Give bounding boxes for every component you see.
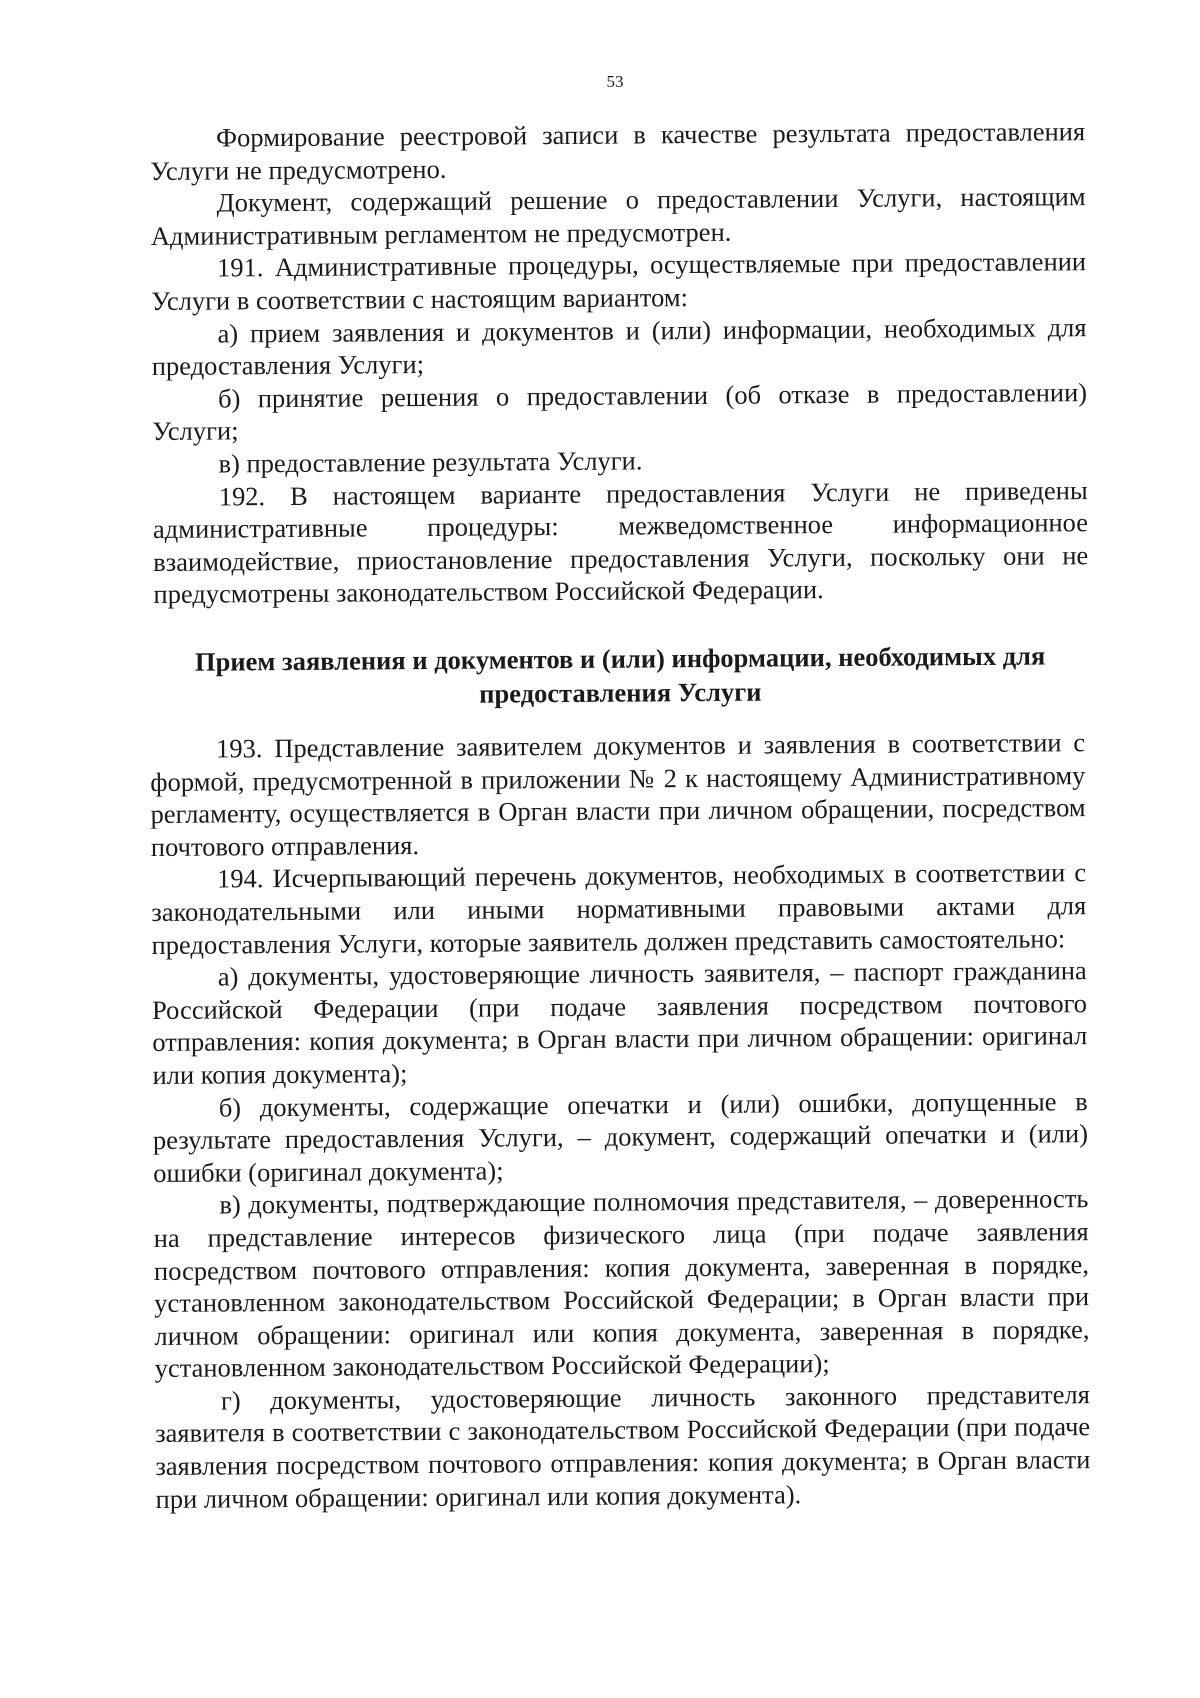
list-item-194-d: г) документы, удостоверяющие личность законного представителя заявителя в соответствии с законодательством Российской Федерации (при подаче заявления посредством почтового отправления: копия документа; в Орган власти при личном обращении: оригинал или копия документа). <box>155 1379 1091 1514</box>
paragraph-decision-document: Документ, содержащий решение о предоставлении Услуги, настоящим Административным регламентом не предусмотрен. <box>150 181 1086 251</box>
body-text-bottom <box>150 726 1091 1515</box>
paragraph-191: 191. Административные процедуры, осуществляемые при предоставлении Услуги в соответствии с настоящим вариантом: <box>151 246 1087 316</box>
list-item-191-b: б) принятие решения о предоставлении (об отказе в предоставлении) Услуги; <box>152 376 1088 447</box>
page-number: 53 <box>606 72 624 91</box>
section-heading: Прием заявления и документов и (или) информации, необходимых для предоставления Услуги <box>194 640 1046 709</box>
paragraph-193: 193. Представление заявителем документов и заявления в соответствии с формой, предусмотренной в приложении № 2 к настоящему Административному регламенту, осуществляется в Орган власти при личном обращении, посредством почтового отправления. <box>150 727 1086 862</box>
list-item-194-a: а) документы, удостоверяющие личность заявителя, – паспорт гражданина Российской Федерации (при подаче заявления посредством почтового отправления: копия документа; в Орган власти при личном обращении: оригинал или копия документа); <box>151 955 1088 1090</box>
list-item-194-c: в) документы, подтверждающие полномочия представителя, – доверенность на представление интересов физического лица (при подаче заявления посредством почтового отправления: копия документа, заверенная в порядке, установленном законодательством Российской Федерации; в Орган власти при личном обращении: оригинал или копия документа, заверенная в порядке, установленном законодательством Российской Федерации); <box>153 1183 1090 1384</box>
paragraph-registry-record: Формирование реестровой записи в качестве результата предоставления Услуги не предусмотрено. <box>150 116 1086 186</box>
paragraph-194: 194. Исчерпывающий перечень документов, необходимых в соответствии с законодательными или иными нормативными правовыми актами для предоставления Услуги, которые заявитель должен представить самостоятельно: <box>151 857 1087 960</box>
list-item-191-a: а) прием заявления и документов и (или) информации, необходимых для предоставления Услуги; <box>151 311 1087 382</box>
body-text-top <box>150 115 1089 611</box>
list-item-191-c: в) предоставление результата Услуги. <box>218 445 643 479</box>
paragraph-192: 192. В настоящем варианте предоставления Услуги не приведены административные процедуры: межведомственное информационное взаимодействие, приостановление предоставления Услуги, поскольку они не предусмотрены законодательством Российской Федерации. <box>152 474 1089 610</box>
list-item-194-b: б) документы, содержащие опечатки и (или) ошибки, допущенные в результате предоставления Услуги, – документ, содержащий опечатки и (или) ошибки (оригинал документа); <box>152 1085 1089 1188</box>
